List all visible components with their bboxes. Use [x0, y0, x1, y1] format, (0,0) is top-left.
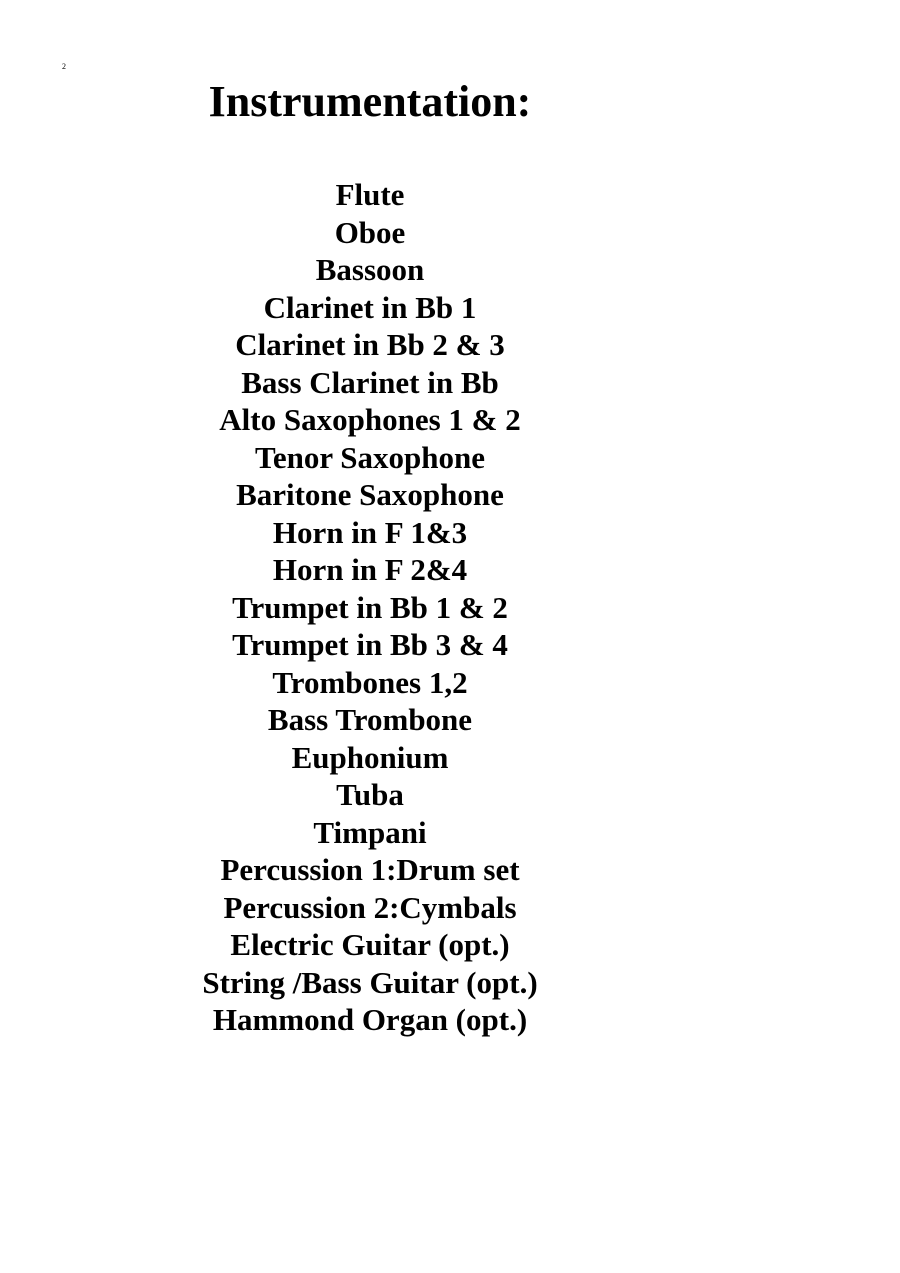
instrument-item: Percussion 1:Drum set [220, 852, 520, 887]
instrument-item: Bass Trombone [267, 702, 473, 737]
instrument-item: Hammond Organ (opt.) [212, 1002, 528, 1037]
instrument-item: Electric Guitar (opt.) [230, 927, 510, 962]
instrument-item: Bassoon [315, 252, 425, 287]
instrument-item: Trumpet in Bb 3 & 4 [232, 627, 508, 662]
instrument-item: String /Bass Guitar (opt.) [202, 964, 538, 1000]
instrument-item: Oboe [334, 214, 406, 250]
instrument-item: Trombones 1,2 [272, 664, 468, 700]
instrument-list [0, 176, 740, 1039]
instrument-item: Bass Clarinet in Bb [241, 364, 499, 400]
instrument-item: Percussion 2:Cymbals [223, 889, 517, 925]
instrument-item: Baritone Saxophone [236, 477, 504, 512]
page-number: 2 [62, 62, 66, 71]
instrument-item: Clarinet in Bb 2 & 3 [235, 327, 505, 362]
page-title: Instrumentation: [208, 77, 532, 126]
instrument-item: Tenor Saxophone [254, 439, 485, 475]
instrument-item: Clarinet in Bb 1 [263, 289, 477, 325]
instrument-item: Horn in F 2&4 [272, 552, 468, 587]
instrument-item: Tuba [336, 777, 404, 812]
instrument-item: Horn in F 1&3 [272, 514, 468, 550]
instrument-item: Trumpet in Bb 1 & 2 [232, 589, 508, 625]
instrument-item: Flute [335, 177, 405, 212]
instrument-item: Alto Saxophones 1 & 2 [219, 402, 521, 437]
instrument-item: Euphonium [291, 739, 449, 775]
instrument-item: Timpani [313, 814, 427, 850]
